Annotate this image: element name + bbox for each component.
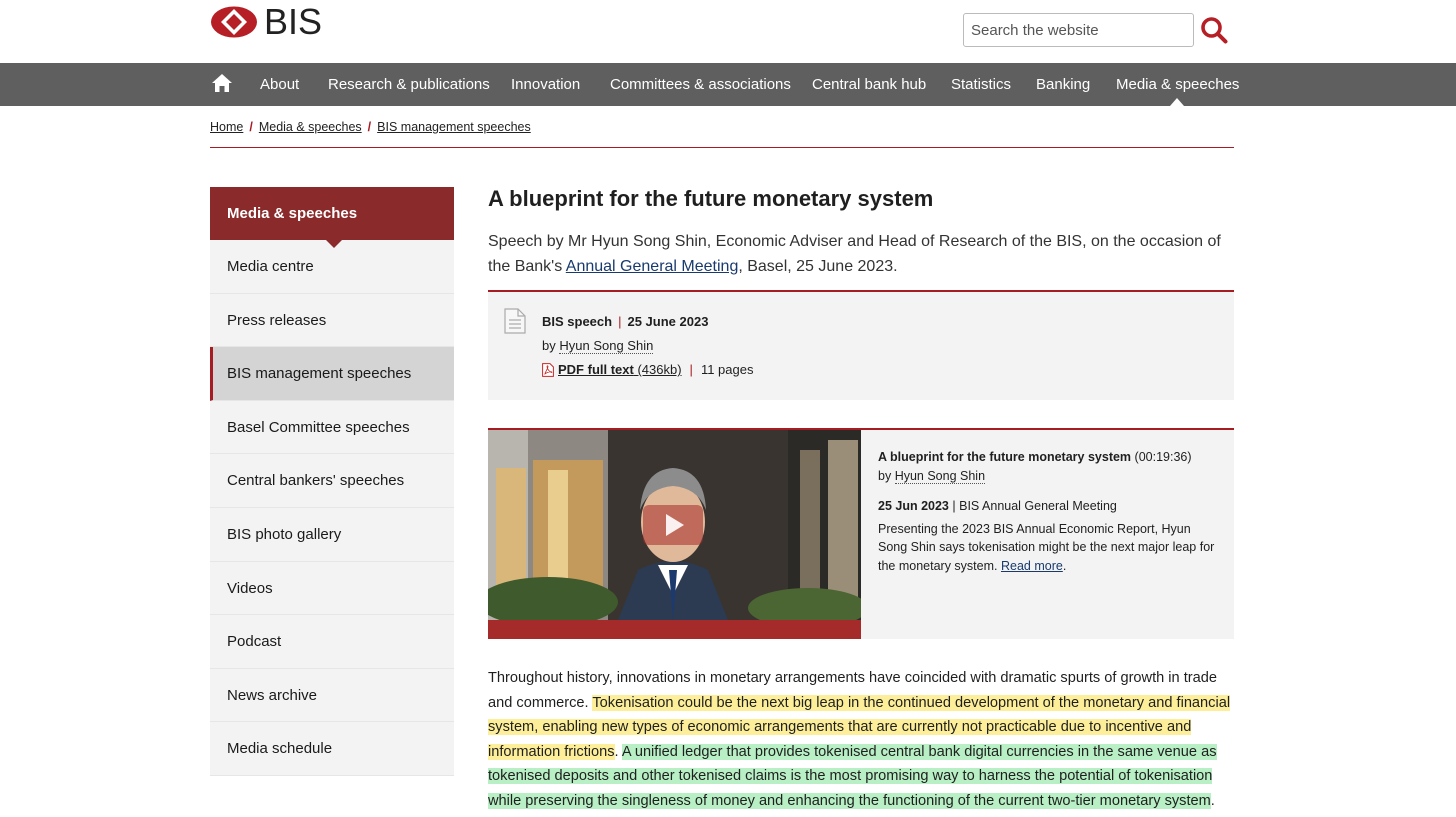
document-icon <box>504 308 526 334</box>
search-input[interactable] <box>964 14 1193 46</box>
breadcrumb-separator: / <box>249 120 253 134</box>
search-box <box>963 13 1194 47</box>
sidebar-heading-label: Media & speeches <box>227 205 358 222</box>
by-label: by <box>542 338 556 353</box>
sidebar-item-videos[interactable]: Videos <box>210 562 454 616</box>
video-info <box>878 448 1218 575</box>
nav-item-innovation[interactable]: Innovation <box>511 76 581 93</box>
body-text: Throughout history, innovations in monetary arrangements have coincided with dramatic spurts of growth in trade and commerce. <box>488 670 1217 711</box>
yellow-highlight: Tokenisation could be the next big leap in the continued development of the monetary and financial system, enabling new types of economic arrangements that are currently not practicable due to incentive and information frictions <box>488 694 1231 760</box>
speech-type-date <box>542 314 708 329</box>
video-separator: | <box>952 499 956 513</box>
read-more-link[interactable]: Read more <box>1000 558 1063 573</box>
pdf-label: PDF full text <box>558 362 634 377</box>
speech-lead <box>488 229 1234 279</box>
video-author-line <box>878 467 1218 486</box>
sidebar-item-podcast[interactable]: Podcast <box>210 615 454 669</box>
breadcrumb-separator: / <box>367 120 372 134</box>
main-nav <box>0 63 1456 106</box>
breadcrumb <box>210 120 531 134</box>
video-description <box>878 520 1218 576</box>
lead-text-end: , Basel, 25 June 2023. <box>738 258 898 275</box>
sidebar-item-media-centre[interactable]: Media centre <box>210 240 454 294</box>
site-header <box>0 0 1456 63</box>
bis-logo-icon <box>210 6 258 38</box>
page-count: 11 pages <box>700 362 754 377</box>
active-nav-caret <box>1170 98 1184 106</box>
breadcrumb-home[interactable]: Home <box>210 120 244 134</box>
sidebar-item-press-releases[interactable]: Press releases <box>210 294 454 348</box>
video-event: BIS Annual General Meeting <box>959 499 1117 513</box>
body-text: . <box>614 743 622 760</box>
video-title-line <box>878 448 1218 467</box>
video-date-line <box>878 497 1218 516</box>
home-icon[interactable] <box>211 72 233 94</box>
sidebar-item-basel-committee-speeches[interactable]: Basel Committee speeches <box>210 401 454 455</box>
nav-item-statistics[interactable]: Statistics <box>951 76 1012 93</box>
by-label: by <box>878 468 892 483</box>
nav-item-research-publications[interactable]: Research & publications <box>328 76 490 93</box>
speech-meta-box <box>488 290 1234 400</box>
pdf-full-text-link[interactable] <box>558 362 682 377</box>
meta-separator: | <box>689 362 693 377</box>
sidebar-heading[interactable] <box>210 187 454 240</box>
sidebar-heading-caret <box>326 240 342 248</box>
speech-author-line <box>542 338 653 353</box>
speech-body-paragraph <box>488 666 1234 814</box>
page-title: A blueprint for the future monetary system <box>488 186 934 211</box>
author-link[interactable]: Hyun Song Shin <box>559 338 654 353</box>
nav-item-banking[interactable]: Banking <box>1036 76 1091 93</box>
speech-date: 25 June 2023 <box>627 314 709 329</box>
video-date: 25 Jun 2023 <box>878 499 949 513</box>
video-card <box>488 428 1234 639</box>
pdf-size: (436kb) <box>637 362 682 377</box>
speech-type: BIS speech <box>542 314 613 329</box>
pdf-icon <box>542 363 554 377</box>
video-description-period: . <box>1062 558 1067 573</box>
breadcrumb-divider <box>210 147 1234 148</box>
nav-item-media-speeches[interactable]: Media & speeches <box>1116 76 1240 93</box>
nav-item-committees-associations[interactable]: Committees & associations <box>610 76 791 93</box>
speaker-photo <box>488 430 861 620</box>
video-duration: (00:19:36) <box>1134 450 1192 464</box>
sidebar-item-media-schedule[interactable]: Media schedule <box>210 722 454 776</box>
logo-text: BIS <box>264 1 323 42</box>
video-thumbnail[interactable] <box>488 430 861 639</box>
breadcrumb-management-speeches[interactable]: BIS management speeches <box>377 120 531 134</box>
video-title[interactable]: A blueprint for the future monetary system <box>878 450 1132 464</box>
green-highlight: A unified ledger that provides tokenised central bank digital currencies in the same venue as tokenised deposits and other tokenised claims is the most promising way to harness the potential of tokenisation while preserving the singleness of money and enhancing the functioning of the current two-tier monetary system <box>488 743 1217 809</box>
body-text: . <box>1210 792 1215 809</box>
nav-item-about[interactable]: About <box>260 76 300 93</box>
main-content <box>488 185 1234 809</box>
sidebar-item-management-speeches[interactable]: BIS management speeches <box>210 347 454 401</box>
search-icon[interactable] <box>1199 15 1229 45</box>
sidebar-item-photo-gallery[interactable]: BIS photo gallery <box>210 508 454 562</box>
meta-separator: | <box>618 314 622 329</box>
pdf-line <box>542 362 753 377</box>
video-author-link[interactable]: Hyun Song Shin <box>894 468 986 483</box>
nav-item-central-bank-hub[interactable]: Central bank hub <box>812 76 927 93</box>
sidebar <box>210 187 454 776</box>
sidebar-item-central-bankers-speeches[interactable]: Central bankers' speeches <box>210 454 454 508</box>
breadcrumb-media-speeches[interactable]: Media & speeches <box>258 120 362 134</box>
bis-logo[interactable] <box>210 1 323 42</box>
annual-general-meeting-link[interactable]: Annual General Meeting <box>565 258 739 275</box>
sidebar-item-news-archive[interactable]: News archive <box>210 669 454 723</box>
video-description-text: Presenting the 2023 BIS Annual Economic Report, Hyun Song Shin says tokenisation might be the next major leap for the monetary system. <box>878 521 1215 573</box>
lead-text: Speech by Mr Hyun Song Shin, Economic Adviser and Head of Research of the BIS, on the occasion of the Bank's <box>488 233 1221 275</box>
